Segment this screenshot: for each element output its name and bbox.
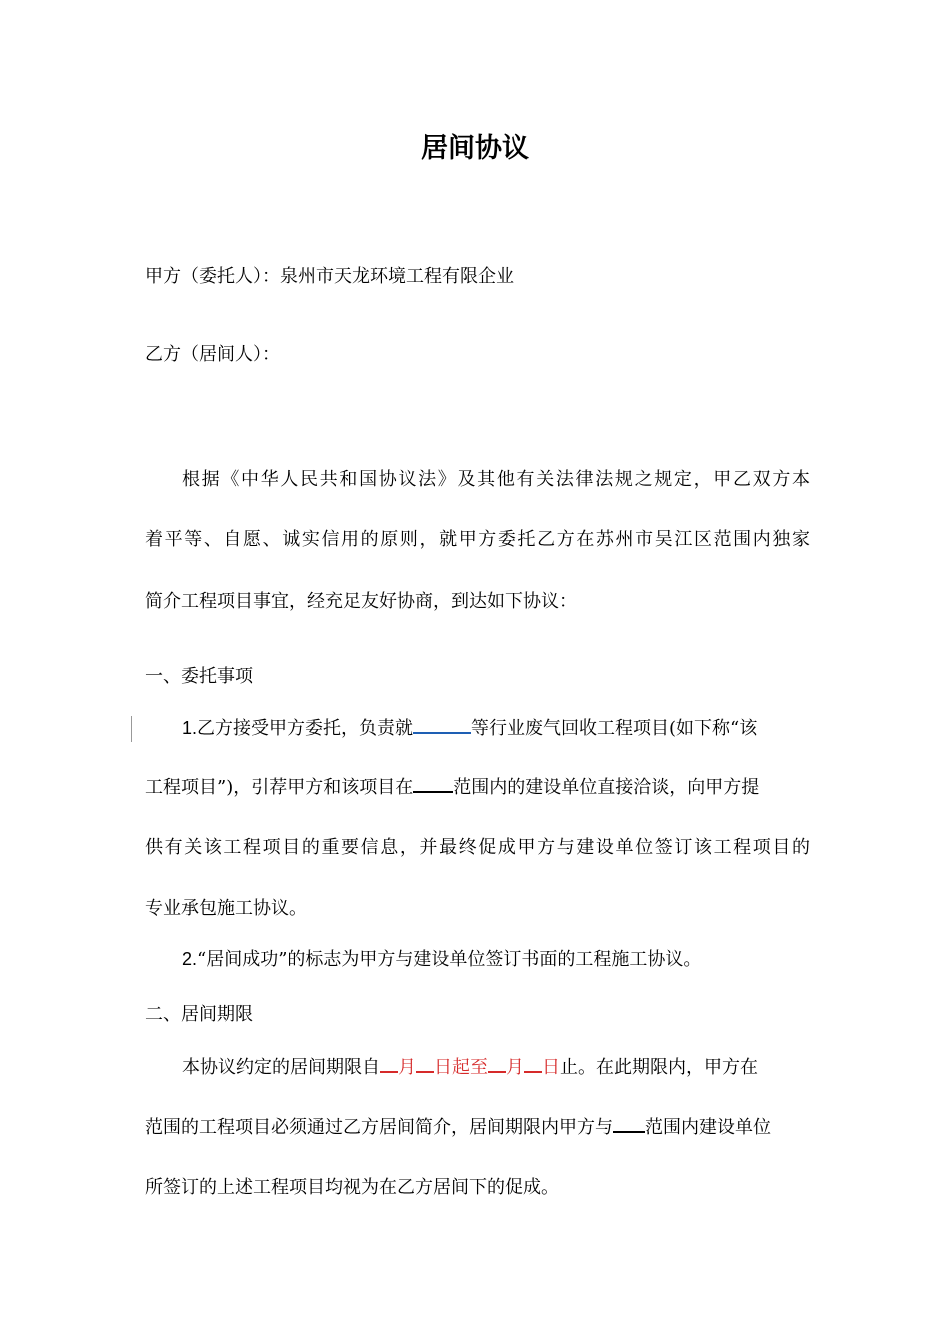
document-title: 居间协议 bbox=[421, 133, 529, 164]
item-1-text-d: 范围内的建设单位直接洽谈，向甲方提 bbox=[453, 777, 760, 798]
industry-blank[interactable] bbox=[413, 716, 471, 734]
term-text-b: 止。在此期限内，甲方在 bbox=[560, 1057, 758, 1078]
party-a-line: 甲方（委托人）：泉州市天龙环境工程有限企业 bbox=[145, 266, 514, 287]
start-month-label: 月 bbox=[398, 1057, 416, 1078]
item-1-number: 1. bbox=[182, 718, 198, 738]
term-line-2 bbox=[145, 1115, 810, 1140]
term-text-d: 范围内建设单位 bbox=[645, 1117, 771, 1138]
term-text-a: 本协议约定的居间期限自 bbox=[182, 1057, 380, 1078]
item-2-number: 2. bbox=[182, 949, 198, 969]
item-1-text-b: 等行业废气回收工程项目(如下称“该 bbox=[471, 718, 758, 739]
term-line-3: 所签订的上述工程项目均视为在乙方居间下的促成。 bbox=[145, 1177, 559, 1198]
end-month-blank[interactable] bbox=[488, 1055, 506, 1073]
start-day-blank[interactable] bbox=[416, 1055, 434, 1073]
item-1-line-3: 供有关该工程项目的重要信息，并最终促成甲方与建设单位签订该工程项目的 bbox=[145, 837, 810, 858]
start-month-blank[interactable] bbox=[380, 1055, 398, 1073]
item-1-line-2 bbox=[145, 775, 810, 800]
start-day-label: 日起至 bbox=[434, 1057, 488, 1078]
region-blank[interactable] bbox=[413, 775, 453, 793]
item-2-line bbox=[182, 947, 810, 972]
intro-line-3: 简介工程项目事宜，经充足友好协商，到达如下协议： bbox=[145, 591, 577, 612]
end-day-blank[interactable] bbox=[524, 1055, 542, 1073]
party-b-line: 乙方（居间人）： bbox=[145, 344, 280, 365]
text-cursor-marker bbox=[131, 716, 132, 742]
item-1-line-1 bbox=[182, 716, 810, 741]
section-2-heading: 二、居间期限 bbox=[145, 1004, 253, 1025]
section-1-heading: 一、委托事项 bbox=[145, 666, 253, 687]
term-text-c: 范围的工程项目必须通过乙方居间简介，居间期限内甲方与 bbox=[145, 1117, 613, 1138]
term-line-1 bbox=[182, 1055, 810, 1080]
intro-line-1: 根据《中华人民共和国协议法》及其他有关法律法规之规定，甲乙双方本 bbox=[182, 469, 810, 490]
item-1-text-c: 工程项目”)，引荐甲方和该项目在 bbox=[145, 777, 414, 798]
end-day-label: 日 bbox=[542, 1057, 560, 1078]
scope-blank[interactable] bbox=[613, 1115, 645, 1133]
item-2-text: “居间成功”的标志为甲方与建设单位签订书面的工程施工协议。 bbox=[197, 949, 702, 970]
item-1-line-4: 专业承包施工协议。 bbox=[145, 898, 307, 919]
intro-line-2: 着平等、自愿、诚实信用的原则，就甲方委托乙方在苏州市吴江区范围内独家 bbox=[145, 529, 810, 550]
item-1-text-a: 乙方接受甲方委托，负责就 bbox=[197, 718, 414, 739]
end-month-label: 月 bbox=[506, 1057, 524, 1078]
